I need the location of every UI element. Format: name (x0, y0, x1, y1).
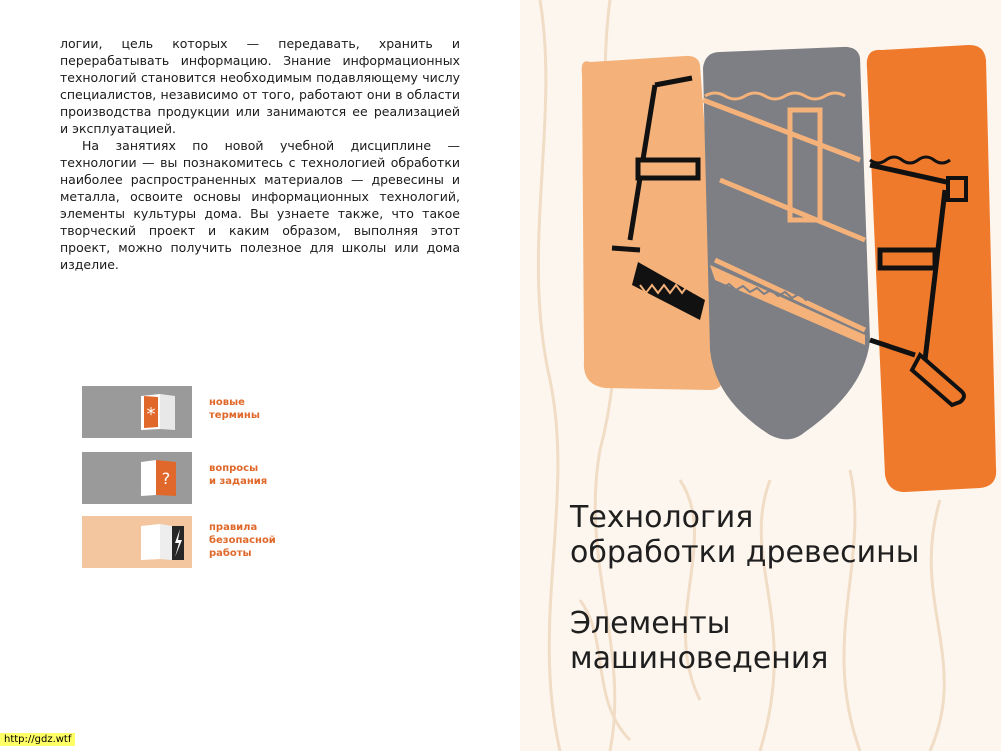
asterisk-symbol: * (146, 404, 156, 425)
legend-label-new-terms: новые термины (209, 397, 260, 421)
question-icon (138, 459, 186, 497)
paragraph-2: На занятиях по новой учебной дисциплине — технологии — вы познакомитесь с технологией обработки наиболее распространенных материалов — древесины и металла, освоите основы информационных технологий, элементы культуры дома. Вы узнаете также, что такое творческий проект и каким образом, выполняя этот проект, можно получить полезное для школы или дома изделие. (60, 138, 460, 272)
legend-questions (82, 452, 282, 504)
legend-box (82, 386, 192, 438)
saw-illustration (520, 0, 1001, 500)
title-line-1: Технология (570, 500, 754, 535)
legend-box (82, 516, 192, 568)
legend-safety (82, 516, 282, 568)
watermark: http://gdz.wtf (0, 733, 75, 746)
paragraph-1: логии, цель которых — передавать, хранить и перерабатывать информацию. Знание информационных технологий становится необходимым подавляющему числу специалистов, независимо от того, работают они в области производства продукции или занимаются ее реализацией и эксплуатацией. (60, 36, 460, 136)
title-line-3: Элементы (570, 606, 731, 641)
lightning-symbol: ϟ (178, 553, 179, 554)
right-page (520, 0, 1001, 751)
section-title-woodworking (570, 500, 990, 570)
title-line-4: машиноведения (570, 641, 829, 676)
legend-label-safety: правила безопасной работы (209, 522, 276, 559)
gray-panel (703, 47, 870, 439)
legend-new-terms (82, 386, 282, 438)
lightning-icon (138, 523, 186, 561)
title-line-2: обработки древесины (570, 535, 920, 570)
legend-box (82, 452, 192, 504)
legend-label-questions: вопросы и задания (209, 463, 268, 487)
body-text (60, 35, 460, 273)
question-symbol: ? (161, 469, 171, 488)
section-title-machinery (570, 606, 990, 676)
asterisk-icon (138, 393, 186, 431)
